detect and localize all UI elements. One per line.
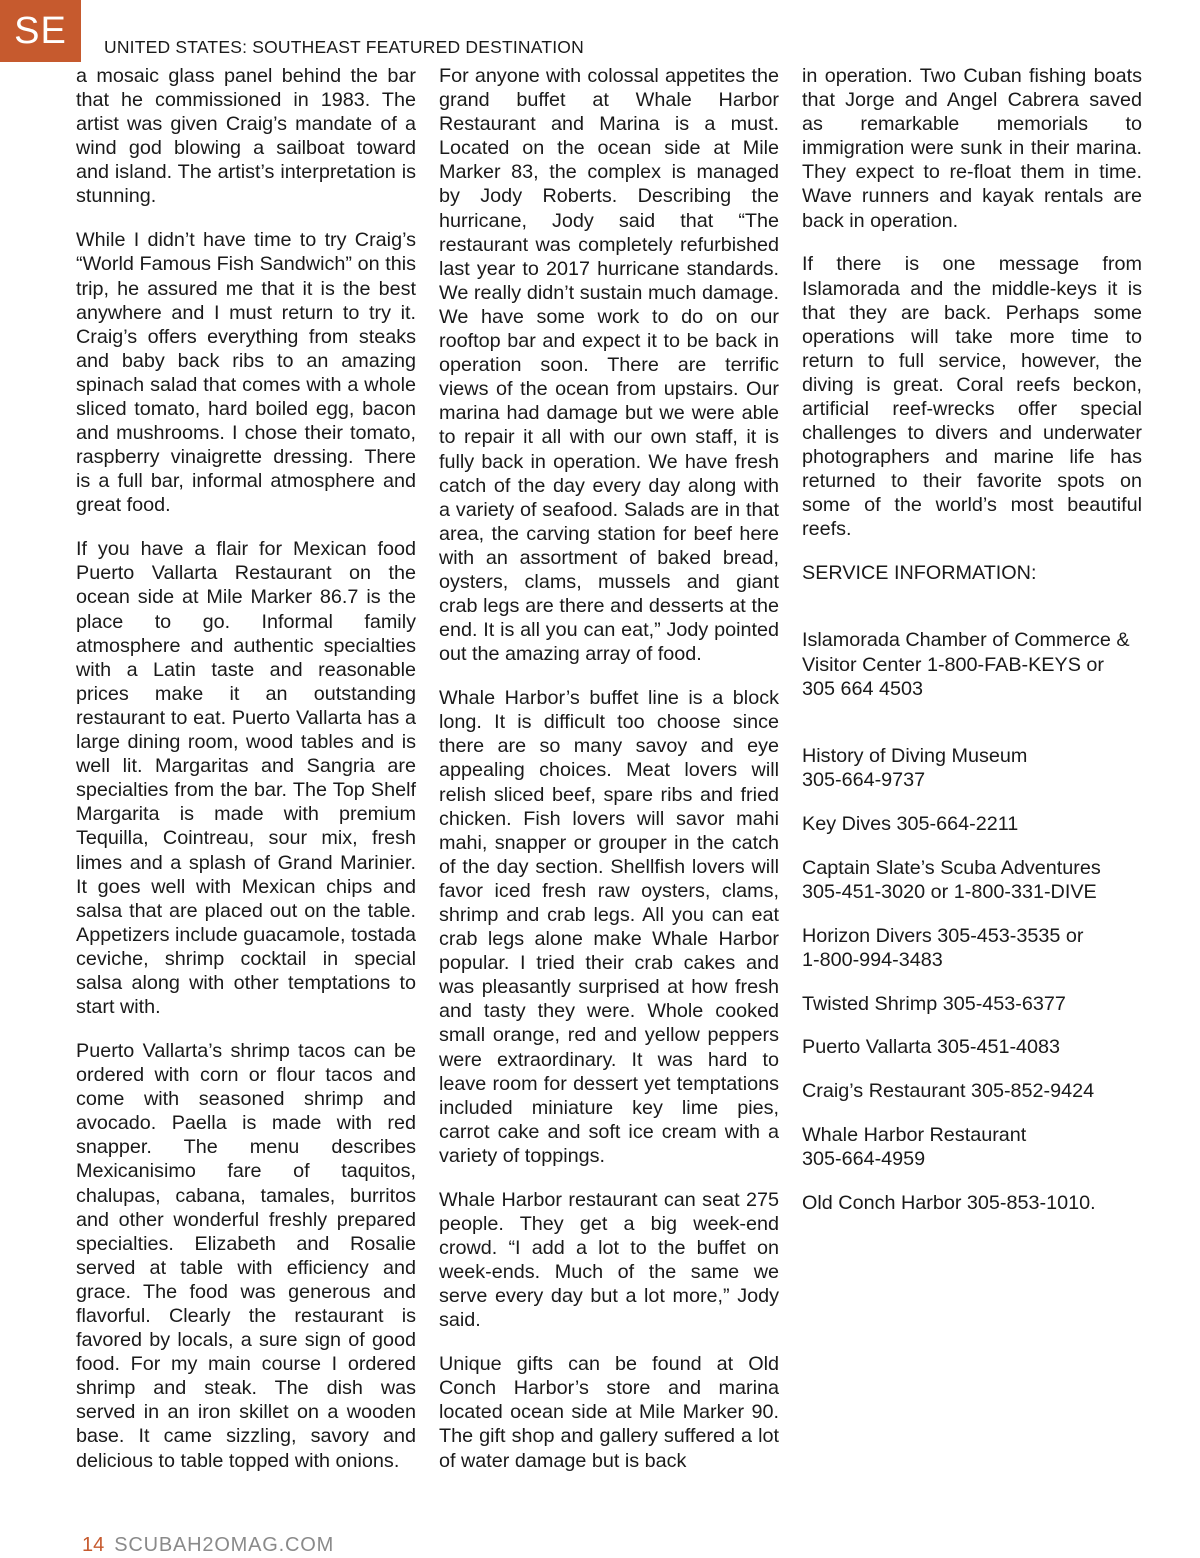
- service-information: [802, 561, 1142, 1215]
- service-twisted-shrimp: Twisted Shrimp 305-453-6377: [802, 992, 1066, 1015]
- service-line: Visitor Center 1-800-FAB-KEYS or: [802, 653, 1104, 676]
- article-column-2: [439, 64, 779, 1492]
- section-badge: SE: [0, 0, 81, 62]
- site-url: SCUBAH2OMAG.COM: [114, 1534, 335, 1556]
- service-line: 305-451-3020 or 1-800-331-DIVE: [802, 880, 1097, 903]
- service-line: 305-664-4959: [802, 1148, 926, 1171]
- article-column-1: [76, 64, 416, 1492]
- service-whale-harbor: [802, 1123, 1142, 1171]
- paragraph: Whale Harbor’s buffet line is a block long. It is difficult too choose since there are so many savoy and eye appealing choices. Meat lovers will relish sliced beef, spare ribs and fried chicken. Fish lovers will savor mahi mahi, snapper or grouper in the catch of the day section. Shellfish lovers will favor iced fresh raw oysters, clams, shrimp and crab legs. All you can eat crab legs alone make Whale Harbor popular. I tried their crab cakes and was pleasantly surprised at how fresh and tasty they were. Whole cooked small orange, red and yellow peppers were extraordinary. It was hard to leave room for dessert yet temptations included miniature key lime pies, carrot cake and soft ice cream with a variety of toppings.: [439, 687, 779, 1167]
- service-line: History of Diving Museum: [802, 744, 1028, 767]
- paragraph: If there is one message from Islamorada and the middle-keys it is that they are back. Perhaps some operations will take more time to return to full service, however, the diving is great. Coral reefs beckon, artificial reef-wrecks offer special challenges to divers and underwater photographers and marine life has returned to their favorite spots on some of the world’s most beautiful reefs.: [802, 253, 1142, 541]
- paragraph: For anyone with colossal appetites the grand buffet at Whale Harbor Restaurant and Marina is a must. Located on the ocean side at Mile Marker 83, the complex is managed by Jody Roberts. Describing the hurricane, Jody said that “The restaurant was completely refurbished last year to 2017 hurricane standards. We really didn’t sustain much damage. We have some work to do on our rooftop bar and expect it to be back in operation soon. There are terrific views of the ocean from upstairs. Our marina had damage but we were able to repair it all with our own staff, it is fully back in operation. We have fresh catch of the day every day along with a variety of seafood. Salads are in that area, the carving station for beef here with an assortment of baked bread, oysters, clams, mussels and giant crab legs are there and desserts at the end. It is all you can eat,” Jody pointed out the amazing array of food.: [439, 65, 779, 666]
- service-craigs: Craig’s Restaurant 305-852-9424: [802, 1080, 1095, 1103]
- paragraph: Whale Harbor restaurant can seat 275 people. They get a big week-end crowd. “I add a lot to the buffet on week-ends. Much of the same we serve every day but a lot more,” Jody said.: [439, 1188, 779, 1332]
- service-line: Whale Harbor Restaurant: [802, 1124, 1027, 1147]
- paragraph: Puerto Vallarta’s shrimp tacos can be ordered with corn or flour tacos and come with seasoned shrimp and avocado. Paella is made with red snapper. The menu describes Mexicanisimo fare of taquitos, chalupas, cabana, tamales, burritos and other wonderful freshly prepared specialties. Elizabeth and Rosalie served at table with efficiency and grace. The food was generous and flavorful. Clearly the restaurant is favored by locals, a sure sign of good food. For my main course I ordered shrimp and steak. The dish was served in an iron skillet on a wooden base. It came sizzling, savory and delicious to table topped with onions.: [76, 1039, 416, 1472]
- service-captain-slate: [802, 856, 1142, 904]
- service-puerto-vallarta: Puerto Vallarta 305-451-4083: [802, 1036, 1061, 1059]
- service-line: 305 664 4503: [802, 677, 924, 700]
- service-line: Islamorada Chamber of Commerce &: [802, 629, 1130, 652]
- section-title: UNITED STATES: SOUTHEAST FEATURED DESTINATION: [104, 37, 584, 57]
- paragraph: While I didn’t have time to try Craig’s “World Famous Fish Sandwich” on this trip, he assured me that it is the best anywhere and I must return to try it. Craig’s offers everything from steaks and baby back ribs to an amazing spinach salad that comes with a whole sliced tomato, hard boiled egg, bacon and mushrooms. I chose their tomato, raspberry vinaigrette dressing. There is a full bar, informal atmosphere and great food.: [76, 229, 416, 517]
- service-heading: SERVICE INFORMATION:: [802, 562, 1037, 585]
- page-number: 14: [82, 1534, 105, 1556]
- page-footer: [82, 1534, 334, 1557]
- service-old-conch: Old Conch Harbor 305-853-1010.: [802, 1192, 1096, 1215]
- service-chamber: [802, 628, 1142, 700]
- service-line: Captain Slate’s Scuba Adventures: [802, 856, 1101, 879]
- service-line: 1-800-994-3483: [802, 948, 943, 971]
- service-line: 305-664-9737: [802, 768, 926, 791]
- service-horizon: [802, 924, 1142, 972]
- paragraph: If you have a flair for Mexican food Puerto Vallarta Restaurant on the ocean side at Mile Marker 86.7 is the place to go. Informal family atmosphere and authentic specialties with a Latin taste and reasonable prices make it an outstanding restaurant to eat. Puerto Vallarta has a large dining room, wood tables and is well lit. Margaritas and Sangria are specialties from the bar. The Top Shelf Margarita is made with premium Tequilla, Cointreau, sour mix, fresh limes and a splash of Grand Marinier. It goes well with Mexican chips and salsa that are placed out on the table. Appetizers include guacamole, tostada ceviche, shrimp cocktail in special salsa along with other temptations to start with.: [76, 538, 416, 1019]
- service-line: Horizon Divers 305-453-3535 or: [802, 924, 1084, 947]
- paragraph: Unique gifts can be found at Old Conch Harbor’s store and marina located ocean side at Mile Marker 90. The gift shop and gallery suffered a lot of water damage but is back: [439, 1353, 779, 1472]
- paragraph: a mosaic glass panel behind the bar that he commissioned in 1983. The artist was given Craig’s mandate of a wind god blowing a sailboat toward and island. The artist’s interpretation is stunning.: [76, 65, 416, 208]
- article-column-3: [802, 64, 1142, 1235]
- service-museum: [802, 744, 1142, 792]
- paragraph: in operation. Two Cuban fishing boats that Jorge and Angel Cabrera saved as remarkable memorials to immigration were sunk in their marina. They expect to re-float them in time. Wave runners and kayak rentals are back in operation.: [802, 65, 1142, 232]
- service-key-dives: Key Dives 305-664-2211: [802, 812, 1019, 835]
